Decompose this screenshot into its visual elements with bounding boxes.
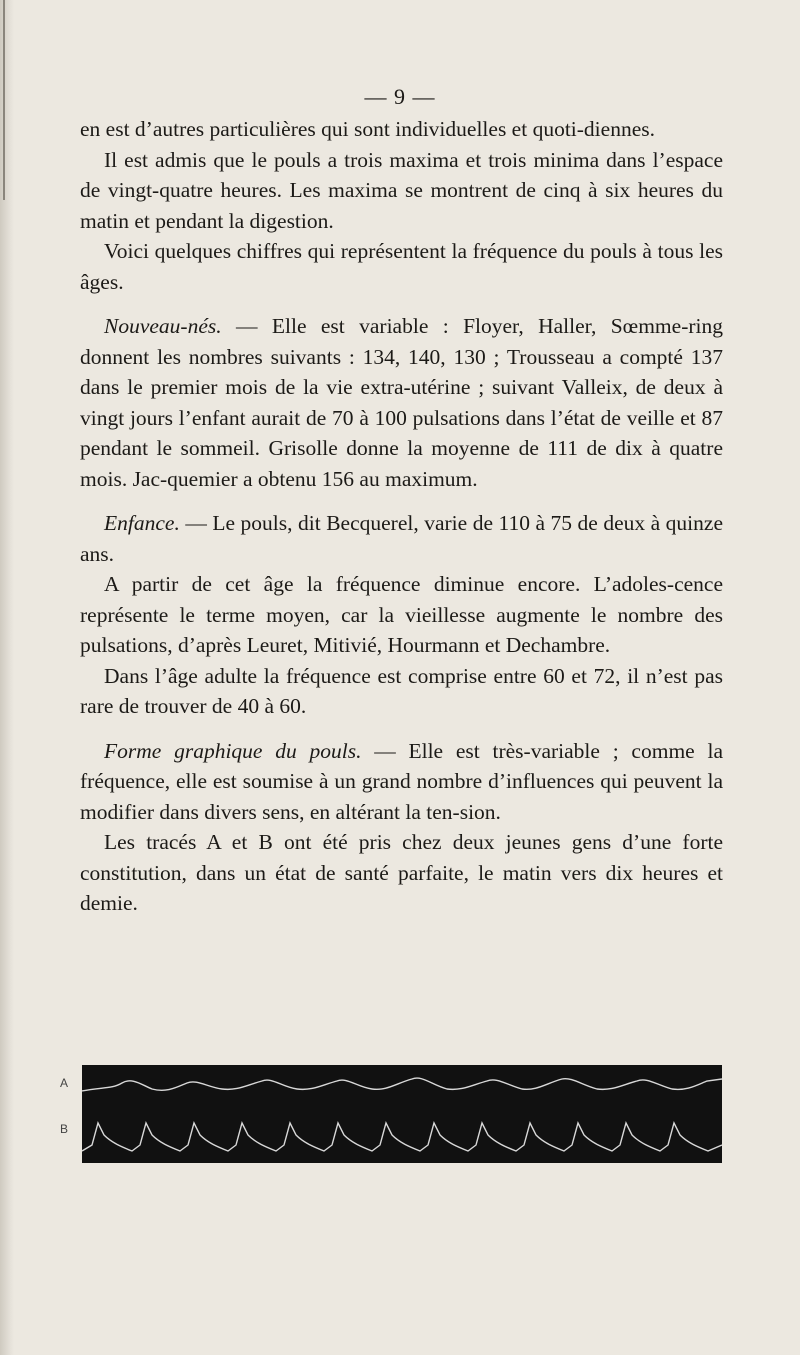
paragraph: Il est admis que le pouls a trois maxima et trois minima dans l’espace de vingt-quatre heures. Les maxima se montrent de cinq à six heures du matin et pendant la digestion. xyxy=(80,147,723,233)
section-paragraph xyxy=(80,311,723,494)
paragraph: Voici quelques chiffres qui représentent la fréquence du pouls à tous les âges. xyxy=(80,239,723,294)
pulse-tracing-figure xyxy=(82,1065,722,1163)
section-heading: Enfance. xyxy=(104,511,180,535)
page-edge xyxy=(0,0,14,1355)
paragraph: A partir de cet âge la fréquence diminue encore. L’adoles-cence représente le terme moyen, car la vieillesse augmente le nombre des pulsations, d’après Leuret, Mitivié, Hourmann et Dechambre. xyxy=(80,572,723,657)
pulse-trace-b xyxy=(82,1115,722,1159)
section-paragraph xyxy=(80,508,723,569)
paragraph: Les tracés A et B ont été pris chez deux jeunes gens d’une forte constitution, dans un état de santé parfaite, le matin vers dix heures et demie. xyxy=(80,830,723,915)
section-heading: Nouveau-nés. xyxy=(104,314,222,338)
body-text xyxy=(80,114,723,919)
trace-label-a: A xyxy=(60,1076,69,1090)
pulse-trace-a xyxy=(82,1069,722,1105)
paragraph-text: — Elle est variable : Floyer, Haller, Sœmme-ring donnent les nombres suivants : 134, 140, 130 ; Trousseau a compté 137 dans le premier mois de la vie extra-utérine ; suivant Valleix, de deux à vingt jours l’enfant aurait de 70 à 100 pulsations dans l’état de veille et 87 pendant le sommeil. Grisolle donne la moyenne de 111 de dix à quatre mois. Jac-quemier a obtenu 156 au maximum. xyxy=(80,314,723,491)
paragraph: en est d’autres particulières qui sont individuelles et quoti-diennes. xyxy=(80,117,655,141)
page-number: — 9 — xyxy=(364,84,436,109)
section-paragraph xyxy=(80,736,723,828)
paragraph-text: — Le pouls, dit Becquerel, varie de 110 à 75 de deux à quinze ans. xyxy=(80,511,723,566)
paragraph: Dans l’âge adulte la fréquence est comprise entre 60 et 72, il n’est pas rare de trouver de 40 à 60. xyxy=(80,663,723,718)
paragraph-text: — Elle est très-variable ; comme la fréquence, elle est soumise à un grand nombre d’influences qui peuvent la modifier dans divers sens, en altérant la ten-sion. xyxy=(80,738,723,824)
trace-label-b: B xyxy=(60,1122,69,1136)
section-heading: Forme graphique du pouls. xyxy=(104,738,362,763)
